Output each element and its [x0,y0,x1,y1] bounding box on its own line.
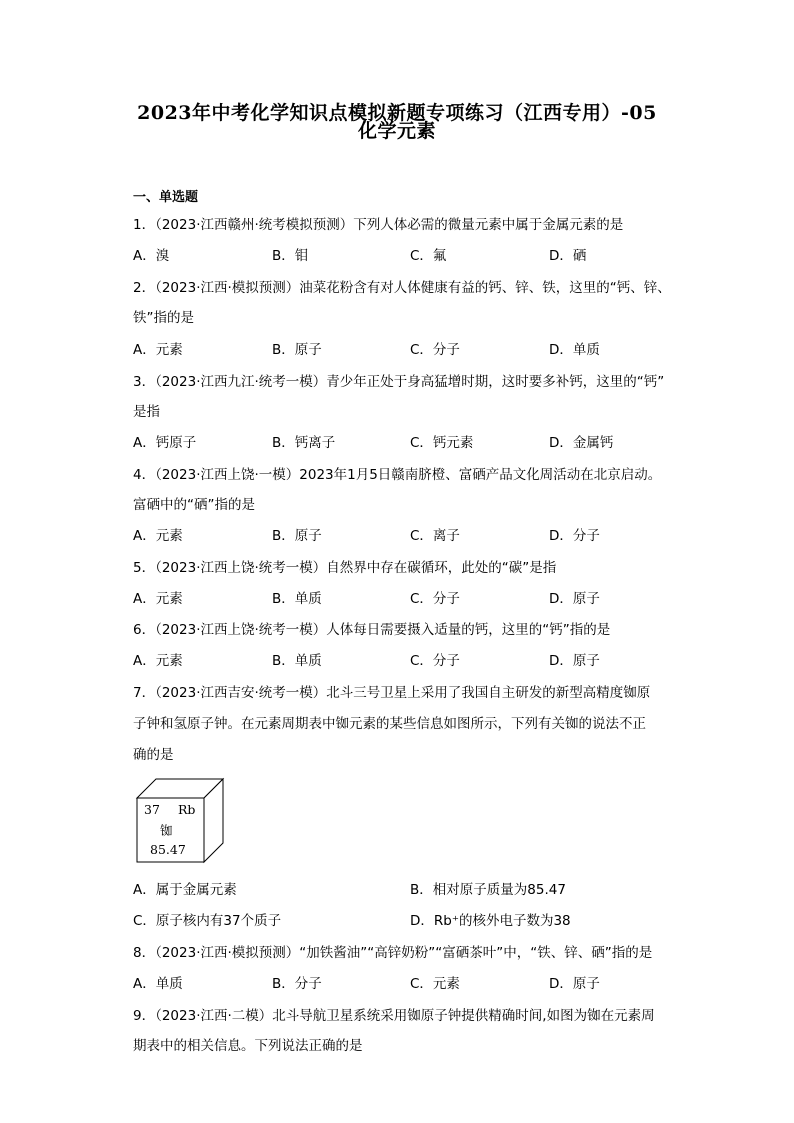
q2-option-b: B．原子 [272,342,322,358]
q6-stem-line1: 6．（2023·江西上饶·统考一模）人体每日需要摄入适量的钙，这里的“钙”指的是 [133,622,611,638]
q1-option-b: B．钼 [272,248,309,264]
q2-stem-line2: 铁”指的是 [133,310,194,326]
q6-option-c: C．分子 [410,653,460,669]
q9-stem-line2: 期表中的相关信息。下列说法正确的是 [133,1038,363,1054]
q7-option-a: A．属于金属元素 [133,882,237,898]
q5-stem-line1: 5．（2023·江西上饶·统考一模）自然界中存在碳循环，此处的“碳”是指 [133,560,557,576]
q5-option-c: C．分子 [410,591,460,607]
q3-stem-line1: 3．（2023·江西九江·统考一模）青少年正处于身高猛增时期，这时要多补钙，这里的“钙” [133,374,665,390]
q3-option-a: A．钙原子 [133,435,197,451]
q2-option-a: A．元素 [133,342,183,358]
q8-stem-line1: 8．（2023·江西·模拟预测）“加铁酱油”“高锌奶粉”“富硒茶叶”中，“铁、锌、硒”指的是 [133,945,653,961]
q7-option-b: B．相对原子质量为85.47 [410,882,566,898]
q7-stem-line3: 确的是 [133,747,174,763]
q8-option-a: A．单质 [133,976,183,992]
q7-option-d: D．Rb⁺的核外电子数为38 [410,913,571,929]
q1-stem-line1: 1．（2023·江西赣州·统考模拟预测）下列人体必需的微量元素中属于金属元素的是 [133,217,624,233]
q7-option-c: C．原子核内有37个质子 [133,913,282,929]
q3-option-b: B．钙离子 [272,435,336,451]
rubidium-element-card [134,776,226,864]
q8-option-c: C．元素 [410,976,460,992]
q2-option-c: C．分子 [410,342,460,358]
q3-option-c: C．钙元素 [410,435,474,451]
page-title-line1: 2023年中考化学知识点模拟新题专项练习（江西专用）-05 [137,102,657,124]
q9-stem-line1: 9．（2023·江西·二模）北斗导航卫星系统采用铷原子钟提供精确时间,如图为铷在元素周 [133,1008,655,1024]
q4-option-d: D．分子 [549,528,600,544]
q4-stem-line2: 富硒中的“硒”指的是 [133,497,255,513]
q6-option-a: A．元素 [133,653,183,669]
q4-option-a: A．元素 [133,528,183,544]
atomic-mass: 85.47 [150,842,186,857]
q2-option-d: D．单质 [549,342,600,358]
q7-stem-line1: 7．（2023·江西吉安·统考一模）北斗三号卫星上采用了我国自主研发的新型高精度铷原 [133,685,651,701]
q4-option-c: C．离子 [410,528,460,544]
q6-option-b: B．单质 [272,653,322,669]
q5-option-a: A．元素 [133,591,183,607]
q1-option-c: C．氟 [410,248,447,264]
q4-stem-line1: 4．（2023·江西上饶·一模）2023年1月5日赣南脐橙、富硒产品文化周活动在北京启动。 [133,467,662,483]
atomic-number: 37 [144,802,160,817]
element-name: 铷 [160,823,173,838]
q3-stem-line2: 是指 [133,404,160,420]
q4-option-b: B．原子 [272,528,322,544]
section-heading: 一、单选题 [133,190,199,205]
q7-stem-line2: 子钟和氢原子钟。在元素周期表中铷元素的某些信息如图所示，下列有关铷的说法不正 [133,716,646,732]
q8-option-d: D．原子 [549,976,600,992]
q1-option-a: A．溴 [133,248,170,264]
q8-option-b: B．分子 [272,976,322,992]
q2-stem-line1: 2．（2023·江西·模拟预测）油菜花粉含有对人体健康有益的钙、锌、铁，这里的“钙、锌、 [133,280,671,296]
q5-option-d: D．原子 [549,591,600,607]
q3-option-d: D．金属钙 [549,435,614,451]
q5-option-b: B．单质 [272,591,322,607]
q6-option-d: D．原子 [549,653,600,669]
page-title-line2: 化学元素 [357,120,436,142]
element-symbol: Rb [178,802,196,817]
q1-option-d: D．硒 [549,248,587,264]
